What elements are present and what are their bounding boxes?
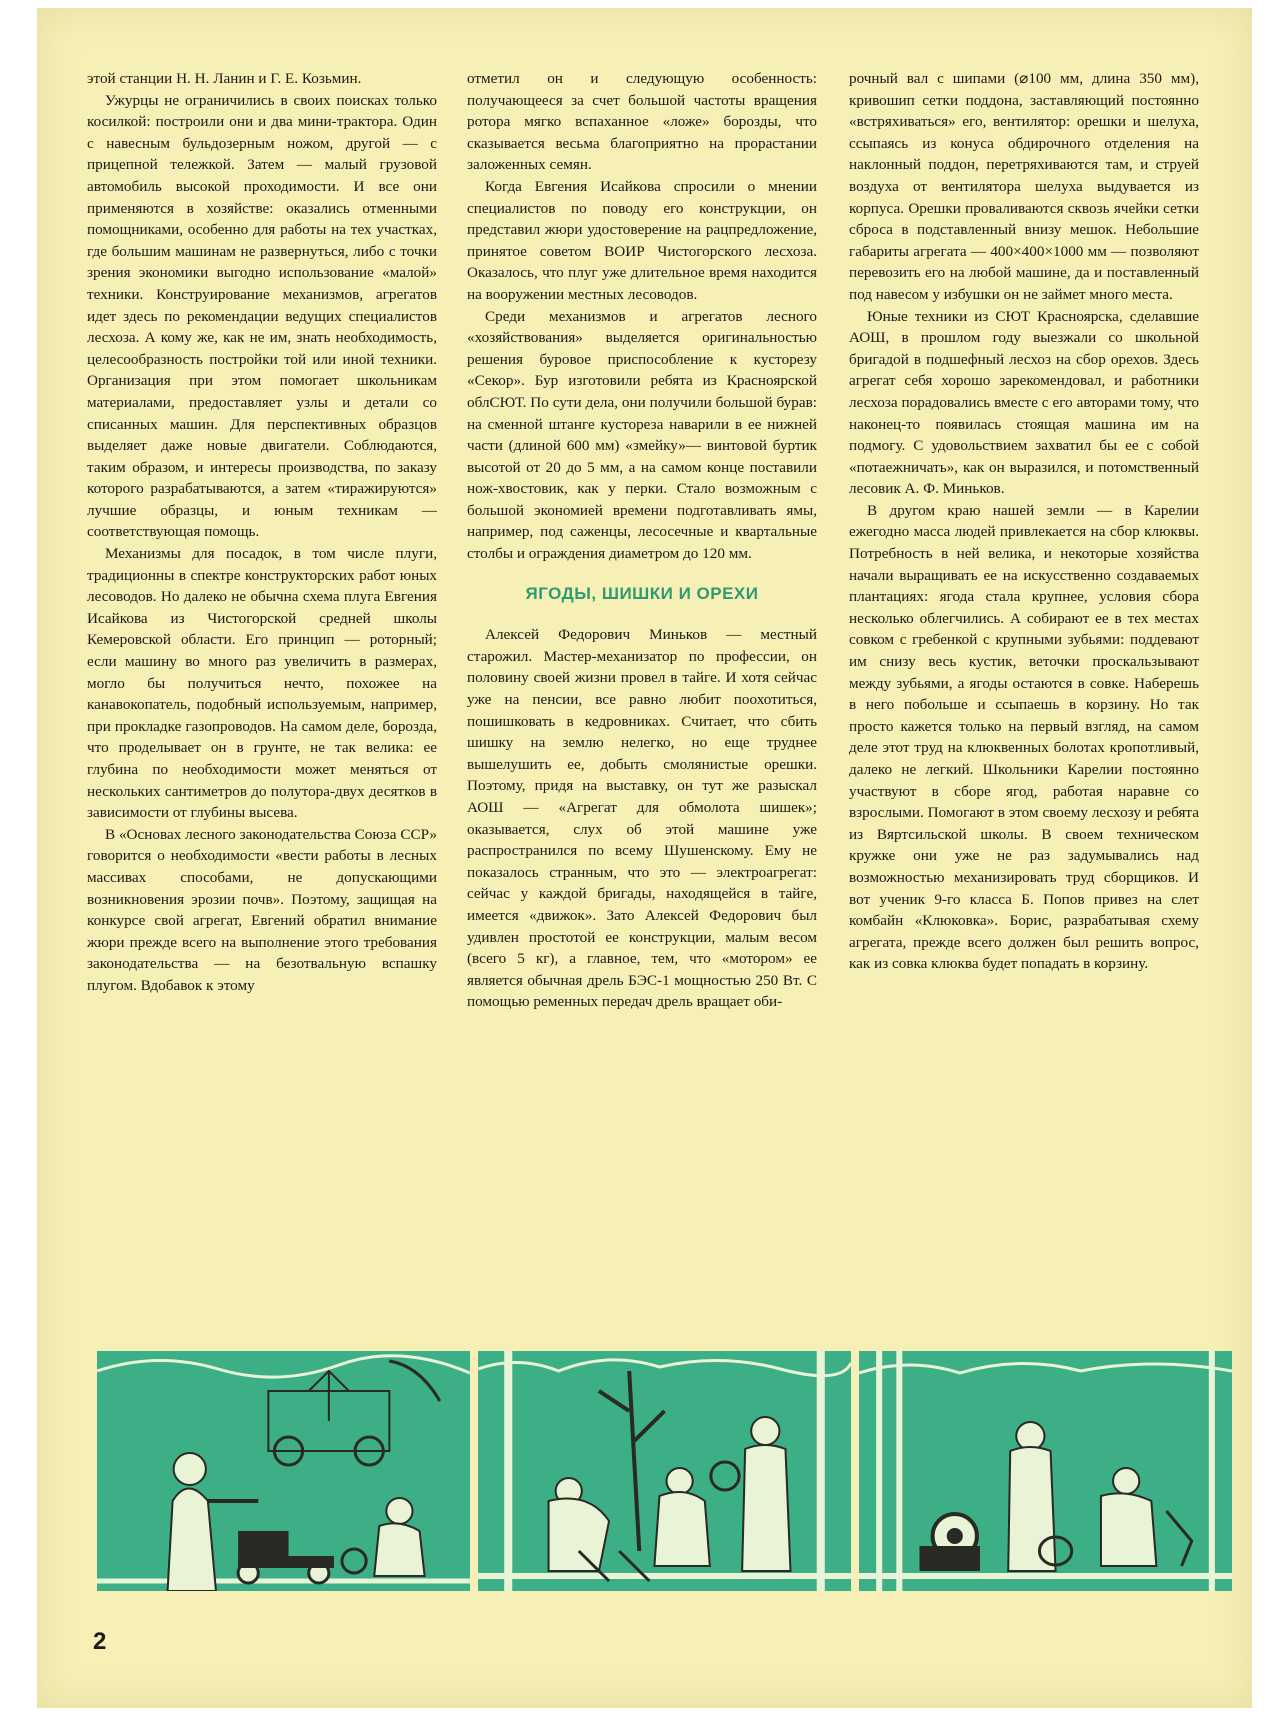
text-column-1 [87, 68, 437, 997]
illustration-panel-machines [97, 1351, 470, 1591]
paragraph: Ужурцы не ограничились в своих поисках только косилкой: построили они и два мини-трактора. Один с навесным бульдозерным ножом, другой — с прицепной тележкой. Затем — малый грузовой автомобиль высокой проходимости. И все они применяются в хозяйстве: оказались отменными помощниками, особенно для работы на тех участках, где большим машинам не развернуться, либо с точки зрения экономики выгодно использование «малой» техники. Конструирование механизмов, агрегатов идет здесь по рекомендации ведущих специалистов лесхоза. А кому же, как не им, знать необходимость, целесообразность постройки той или иной техники. Организация при этом помогает школьникам материалами, предоставляет узлы и детали со списанных машин. Для перспективных образцов выделяет даже новые двигатели. Соблюдаются, таким образом, и интересы производства, по заказу которого разрабатываются, а затем «тиражируются» лучшие образцы, и юным техникам — соответствующая помощь. [87, 91, 437, 541]
section-heading: ЯГОДЫ, ШИШКИ И ОРЕХИ [525, 583, 759, 603]
magazine-page [37, 8, 1252, 1708]
paragraph: В «Основах лесного законодательства Союза ССР» говорится о необходимости «вести работы в лесных массивах способами, не допускающими возникновения эрозии почв». Поэтому, защищая на конкурсе свой агрегат, Евгений обратил внимание жюри прежде всего на выполнение этого требования законодательства — на безотвальную вспашку плугом. Вдобавок к этому [87, 825, 437, 994]
paragraph: этой станции Н. Н. Ланин и Г. Е. Козьмин. [87, 70, 362, 87]
paragraph: Алексей Федорович Миньков — местный старожил. Мастер-механизатор по профессии, он половину своей жизни провел в тайге. И хотя сейчас уже на пенсии, все равно любит поохотиться, пошишковать в кедровниках. Считает, что сбить шишку на землю нелегко, но еще труднее вышелушить ее, добыть смолянистые орешки. Поэтому, придя на выставку, он тут же разыскал АОШ — «Агрегат для обмолота шишек»; оказывается, слух об этой машине уже распространился по всему Шушенскому. Ему не показалось странным, что это — электроагрегат: сейчас у каждой бригады, находящейся в тайге, имеется «движок». Зато Алексей Федорович был удивлен простотой ее конструкции, малым весом (всего 5 кг), а главное, тем, что «мотором» ее является обычная дрель БЭС-1 мощностью 250 Вт. С помощью ременных передач дрель вращает оби- [467, 626, 817, 1011]
berries-drawing [859, 1351, 1232, 1591]
paragraph: отметил он и следующую особенность: получающееся за счет большой частоты вращения ротора мягко вспаханное «ложе» борозды, что сказывается весьма благоприятно на прорастании заложенных семян. [467, 70, 817, 174]
illustration-panel-berries [859, 1351, 1232, 1591]
paragraph: Среди механизмов и агрегатов лесного «хозяйствования» выделяется оригинальностью решения буровое приспособление к кусторезу «Секор». Бур изготовили ребята из Красноярской облСЮТ. По сути дела, они получили большой бурав: на сменной штанге кустореза наварили в ее нижней части (длиной 600 мм) «змейку»— винтовой буртик высотой от 20 до 5 мм, а на самом конце поставили нож-хвостовик, как у перки. Стало возможным с большой экономией времени подготавливать ямы, например, под саженцы, лесосечные и квартальные столбы и ограждения диаметром до 120 мм. [467, 307, 817, 563]
woodcut-illustration [97, 1351, 1232, 1591]
paragraph: Механизмы для посадок, в том числе плуги, традиционны в спектре конструкторских работ юных лесоводов. Но далеко не обычна схема плуга Евгения Исайкова из Чистогорской средней школы Кемеровской области. Его принцип — роторный; если машину во много раз увеличить в размерах, могло бы получиться нечто, похожее на канавокопатель, подобный используемым, например, при прокладке газопроводов. На самом деле, борозда, что проделывает он в грунте, не так велика: ее глубина по необходимости может меняться от нескольких сантиметров до полутора-двух десятков в зависимости от глубины высева. [87, 545, 437, 822]
page-number: 2 [93, 1628, 107, 1655]
machines-drawing [97, 1351, 470, 1591]
paragraph: В другом краю нашей земли — в Карелии ежегодно масса людей привлекается на сбор клюквы. Потребность в ней велика, и некоторые хозяйства начали выращивать ее на искусственно создаваемых плантациях: ягода стала крупнее, условия сбора несколько облегчились. А собирают ее в тех местах совком с гребенкой с крупными зубьями: поддевают им снизу весь кустик, веточки проскальзывают между зубьями, а ягоды остаются в совке. Наберешь в него побольше и ссыпаешь в корзину. Но так просто кажется только на первый взгляд, на самом деле этот труд на клюквенных болотах кропотливый, далеко не легкий. Школьники Карелии постоянно участвуют в сборе ягод, работая наравне со взрослыми. Помогают в этом своему лесхозу и ребята из Вяртсильской школы. В своем техническом кружке они уже не раз задумывались над возможностью механизировать труд сборщиков. И вот ученик 9-го класса Б. Попов привез на слет комбайн «Клюковка». Борис, разрабатывая схему агрегата, прежде всего должен был решить вопрос, как из совка клюква будет попадать в корзину. [849, 501, 1199, 973]
text-column-2 [467, 68, 817, 1013]
paragraph: Когда Евгения Исайкова спросили о мнении специалистов по поводу его конструкции, он представил жюри удостоверение на рацпредложение, принятое советом ВОИР Чистогорского лесхоза. Оказалось, что плуг уже длительное время находится на вооружении местных лесоводов. [467, 177, 817, 303]
paragraph: Юные техники из СЮТ Красноярска, сделавшие АОШ, в прошлом году выезжали со школьной бригадой в подшефный лесхоз на сбор орехов. Здесь агрегат себя хорошо зарекомендовал, и работники лесхоза порадовались вместе с его авторами тому, что наконец-то появилась стоящая машина им на подмогу. С удовольствием захватил бы ее с собой «потаежничать», как он выразился, и потомственный лесовик А. Ф. Миньков. [849, 307, 1199, 498]
illustration-panel-forest [478, 1351, 851, 1591]
text-column-3 [849, 68, 1199, 975]
paragraph: рочный вал с шипами (⌀100 мм, длина 350 мм), кривошип сетки поддона, заставляющий постоянно «встряхиваться» его, вентилятор: орешки и шелуха, ссыпаясь из конуса обдирочного отделения на наклонный поддон, перетряхиваются там, и струей воздуха от вентилятора шелуха выдувается из корпуса. Орешки проваливаются сквозь ячейки сетки сброса в подставленный внизу мешок. Небольшие габариты агрегата — 400×400×1000 мм — позволяют перевозить его на любой машине, да и поставленный под навесом у избушки он не займет много места. [849, 70, 1199, 303]
forest-drawing [478, 1351, 851, 1591]
